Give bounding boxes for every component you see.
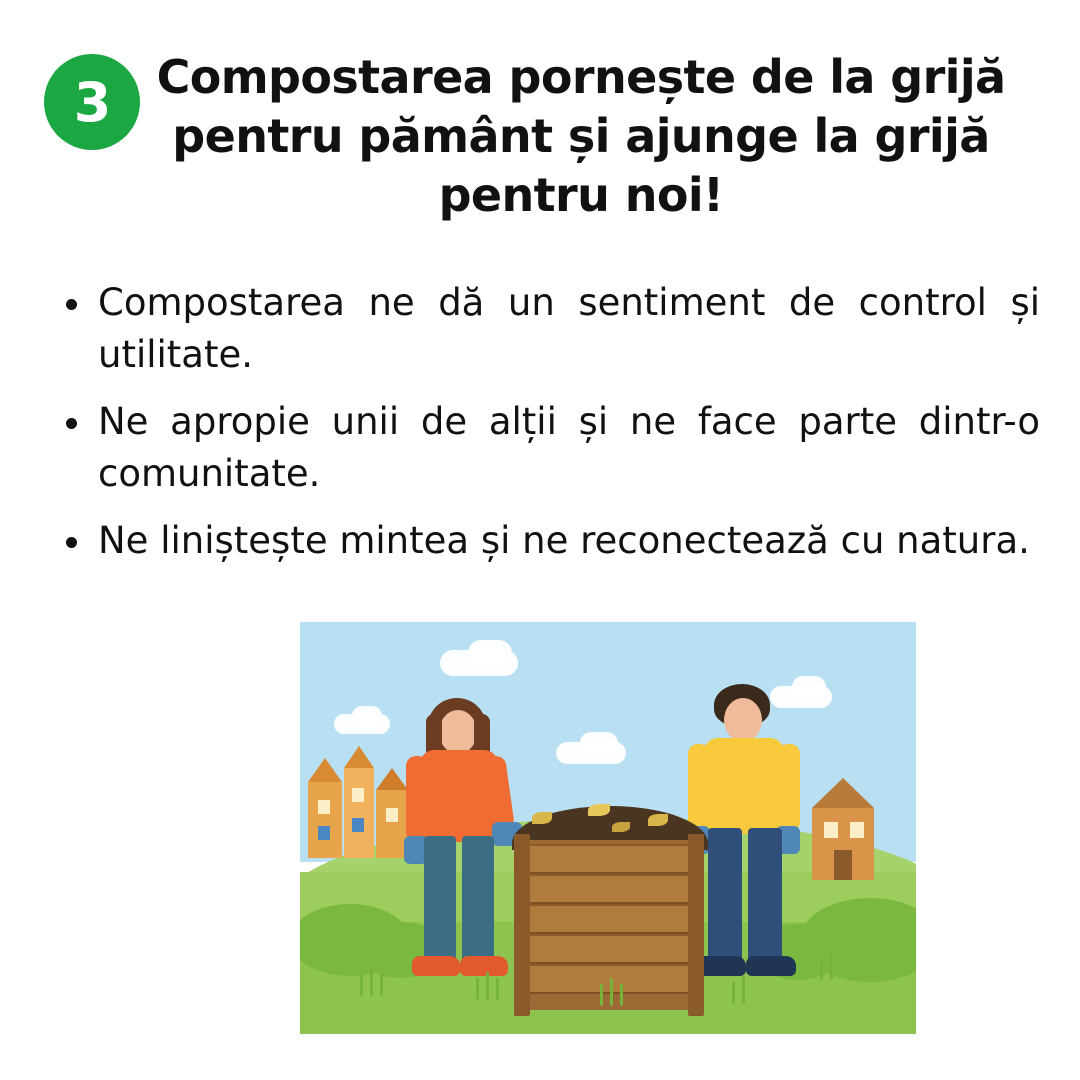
leg-left <box>424 836 456 964</box>
window-icon <box>318 800 330 814</box>
window-icon <box>850 822 864 838</box>
compost-bin <box>514 840 704 1010</box>
grass-blade <box>486 972 489 1000</box>
window-icon <box>318 826 330 840</box>
grass-blade <box>742 976 745 1004</box>
grass-blade <box>496 978 499 1000</box>
roof-icon <box>308 758 342 782</box>
window-icon <box>824 822 838 838</box>
bin-post-right <box>688 834 704 1016</box>
bin-plank <box>514 874 704 904</box>
grass-blade <box>360 974 363 996</box>
bin-plank <box>514 844 704 874</box>
leaf-icon <box>648 814 668 826</box>
cloud-icon <box>352 706 382 726</box>
leaf-icon <box>532 812 552 824</box>
house-icon <box>344 768 374 858</box>
grass-blade <box>732 982 735 1004</box>
list-item: Compostarea ne dă un sentiment de control și utilitate. <box>44 277 1040 382</box>
house-icon <box>308 782 342 858</box>
leg-left <box>708 828 742 964</box>
shoe-right <box>746 956 796 976</box>
benefits-list <box>44 277 1040 568</box>
roof-icon <box>376 768 408 790</box>
grass-blade <box>620 984 623 1006</box>
grass-blade <box>820 958 823 980</box>
grass-blade <box>380 974 383 996</box>
leg-right <box>748 828 782 964</box>
cloud-icon <box>792 676 826 698</box>
bin-plank <box>514 904 704 934</box>
bin-plank <box>514 964 704 994</box>
page-title: Compostarea pornește de la grijă pentru pământ și ajunge la grijă pentru noi! <box>156 50 1006 222</box>
face <box>724 698 762 742</box>
arm-right <box>778 744 800 832</box>
list-item: Ne apropie unii de alții și ne face parte dintr-o comunitate. <box>44 396 1040 501</box>
grass-blade <box>370 968 373 996</box>
face <box>439 710 477 754</box>
grass-blade <box>600 984 603 1006</box>
torso <box>704 738 784 834</box>
door-icon <box>834 850 852 880</box>
composting-illustration <box>300 622 916 1034</box>
bin-plank <box>514 934 704 964</box>
arm-left <box>406 756 428 842</box>
bin-post-left <box>514 834 530 1016</box>
step-number-badge: 3 <box>44 54 140 150</box>
window-icon <box>386 808 398 822</box>
cloud-icon <box>580 732 618 754</box>
grass-blade <box>476 978 479 1000</box>
leg-right <box>462 836 494 964</box>
leaf-icon <box>612 822 630 832</box>
list-item: Ne liniștește mintea și ne reconectează cu natura. <box>44 515 1040 568</box>
illustration-canvas <box>300 622 916 1034</box>
shoe-right <box>460 956 508 976</box>
leaf-icon <box>588 804 610 816</box>
arm-left <box>688 744 710 832</box>
roof-icon <box>812 778 874 808</box>
slide-header <box>0 0 1080 225</box>
roof-icon <box>344 746 374 768</box>
shoe-left <box>412 956 460 976</box>
grass-blade <box>610 978 613 1006</box>
cloud-icon <box>468 640 512 666</box>
window-icon <box>352 788 364 802</box>
window-icon <box>352 818 364 832</box>
grass-blade <box>830 952 833 980</box>
